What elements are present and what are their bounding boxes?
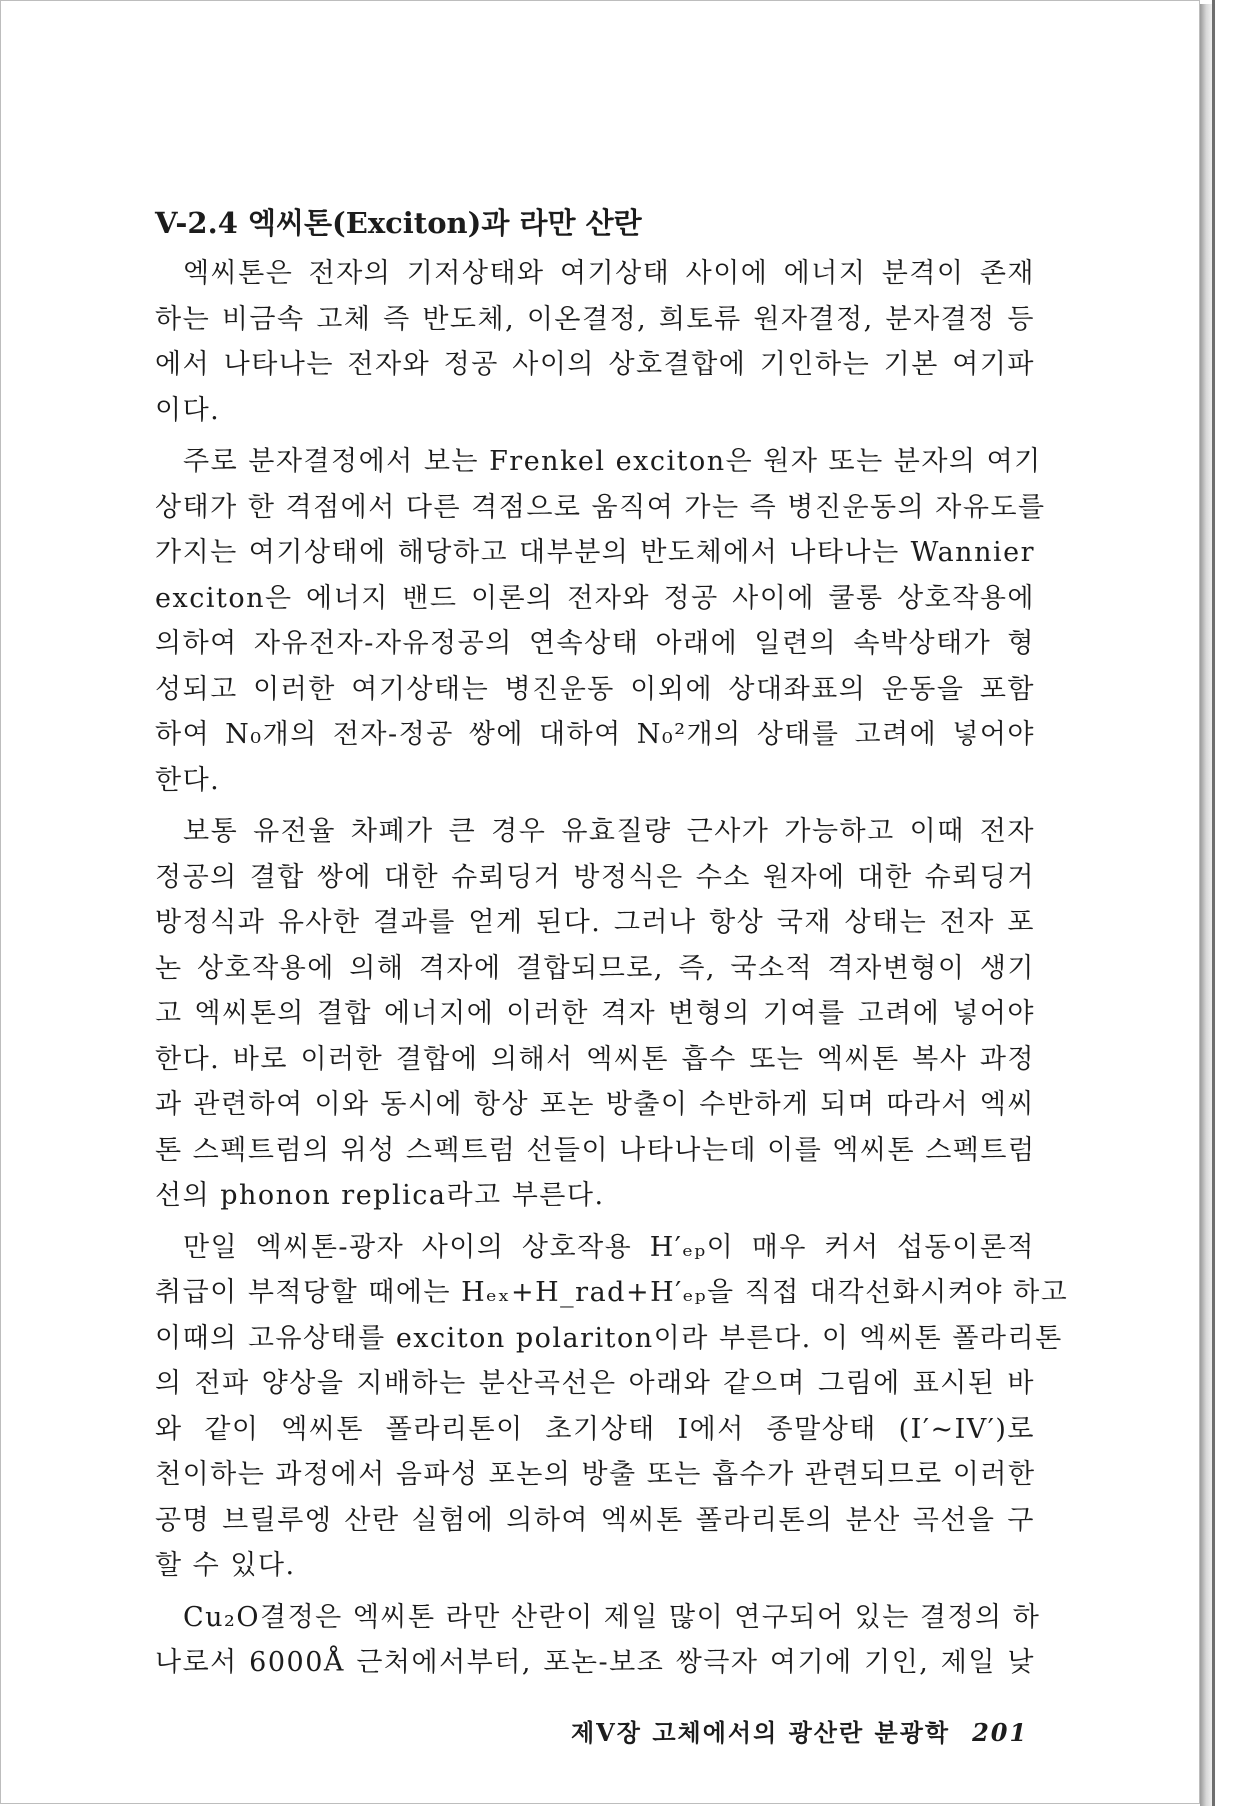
text-line: 만일 엑씨톤-광자 사이의 상호작용 H′ₑₚ이 매우 커서 섭동이론적 bbox=[183, 1231, 1035, 1263]
text-line: 의 전파 양상을 지배하는 분산곡선은 아래와 같으며 그림에 표시된 바 bbox=[155, 1368, 1035, 1399]
text-line: 엑씨톤은 전자의 기저상태와 여기상태 사이에 에너지 분격이 존재 bbox=[183, 258, 1035, 289]
section-heading: V-2.4 엑씨톤(Exciton)과 라만 산란 bbox=[155, 206, 642, 240]
text-line: 주로 분자결정에서 보는 Frenkel exciton은 원자 또는 분자의 여기 bbox=[183, 446, 1042, 477]
text-line: 공명 브릴루엥 산란 실험에 의하여 엑씨톤 폴라리톤의 분산 곡선을 구 bbox=[155, 1504, 1035, 1536]
text-line: 이때의 고유상태를 exciton polariton이라 부른다. 이 엑씨톤 폴라리톤 bbox=[155, 1322, 1063, 1354]
text-line: 고 엑씨톤의 결합 에너지에 이러한 격자 변형의 기여를 고려에 넣어야 bbox=[155, 998, 1035, 1029]
text-line: 한다. 바로 이러한 결합에 의해서 엑씨톤 흡수 또는 엑씨톤 복사 과정 bbox=[155, 1043, 1035, 1075]
chapter-title: 제V장 고체에서의 광산란 분광학 bbox=[571, 1718, 951, 1747]
text-line: 이다. bbox=[155, 394, 221, 426]
text-line: 방정식과 유사한 결과를 얻게 된다. 그러나 항상 국재 상태는 전자 포 bbox=[155, 907, 1035, 938]
text-line: 한다. bbox=[155, 764, 221, 796]
text-line: 천이하는 과정에서 음파성 포논의 방출 또는 흡수가 관련되므로 이러한 bbox=[155, 1459, 1036, 1490]
page-number: 201 bbox=[972, 1718, 1029, 1747]
text-line: 가지는 여기상태에 해당하고 대부분의 반도체에서 나타나는 Wannier bbox=[155, 537, 1035, 568]
paragraph-4 bbox=[155, 1225, 1069, 1589]
text-line: 하여 N₀개의 전자-정공 쌍에 대하여 N₀²개의 상태를 고려에 넣어야 bbox=[155, 719, 1035, 750]
text-line: 보통 유전율 차폐가 큰 경우 유효질량 근사가 가능하고 이때 전자 bbox=[183, 816, 1035, 847]
text-line: 과 관련하여 이와 동시에 항상 포논 방출이 수반하게 되며 따라서 엑씨 bbox=[155, 1089, 1035, 1120]
paragraph-2 bbox=[155, 439, 1046, 803]
text-line: 취급이 부적당할 때에는 Hₑₓ+H_rad+H′ₑₚ을 직접 대각선화시켜야 하고 bbox=[155, 1277, 1069, 1308]
paragraph-5 bbox=[155, 1595, 1041, 1686]
text-line: 톤 스펙트럼의 위성 스펙트럼 선들이 나타나는데 이를 엑씨톤 스펙트럼 bbox=[155, 1134, 1036, 1166]
text-line: 나로서 6000Å 근처에서부터, 포논-보조 쌍극자 여기에 기인, 제일 낮 bbox=[155, 1647, 1035, 1678]
text-line: 에서 나타나는 전자와 정공 사이의 상호결합에 기인하는 기본 여기파 bbox=[155, 349, 1035, 380]
text-line: Cu₂O결정은 엑씨톤 라만 산란이 제일 많이 연구되어 있는 결정의 하 bbox=[183, 1601, 1041, 1633]
text-line: 성되고 이러한 여기상태는 병진운동 이외에 상대좌표의 운동을 포함 bbox=[155, 673, 1035, 705]
text-line: 와 같이 엑씨톤 폴라리톤이 초기상태 I에서 종말상태 (I′~IV′)로 bbox=[155, 1413, 1035, 1445]
text-line: 선의 phonon replica라고 부른다. bbox=[155, 1180, 605, 1211]
text-line: 의하여 자유전자-자유정공의 연속상태 아래에 일련의 속박상태가 형 bbox=[155, 628, 1035, 659]
text-line: 할 수 있다. bbox=[155, 1550, 296, 1581]
paragraph-3 bbox=[155, 809, 1035, 1219]
text-line: exciton은 에너지 밴드 이론의 전자와 정공 사이에 쿨롱 상호작용에 bbox=[155, 582, 1035, 614]
text-line: 정공의 결합 쌍에 대한 슈뢰딩거 방정식은 수소 원자에 대한 슈뢰딩거 bbox=[155, 861, 1035, 893]
text-line: 논 상호작용에 의해 격자에 결합되므로, 즉, 국소적 격자변형이 생기 bbox=[155, 952, 1035, 984]
text-line: 하는 비금속 고체 즉 반도체, 이온결정, 희토류 원자결정, 분자결정 등 bbox=[155, 303, 1035, 335]
text-line: 상태가 한 격점에서 다른 격점으로 움직여 가는 즉 병진운동의 자유도를 bbox=[155, 491, 1046, 523]
page-edge-line bbox=[1212, 0, 1215, 1806]
page-text bbox=[155, 201, 1069, 1692]
page-footer bbox=[571, 1713, 1028, 1748]
paragraph-1 bbox=[155, 251, 1035, 433]
